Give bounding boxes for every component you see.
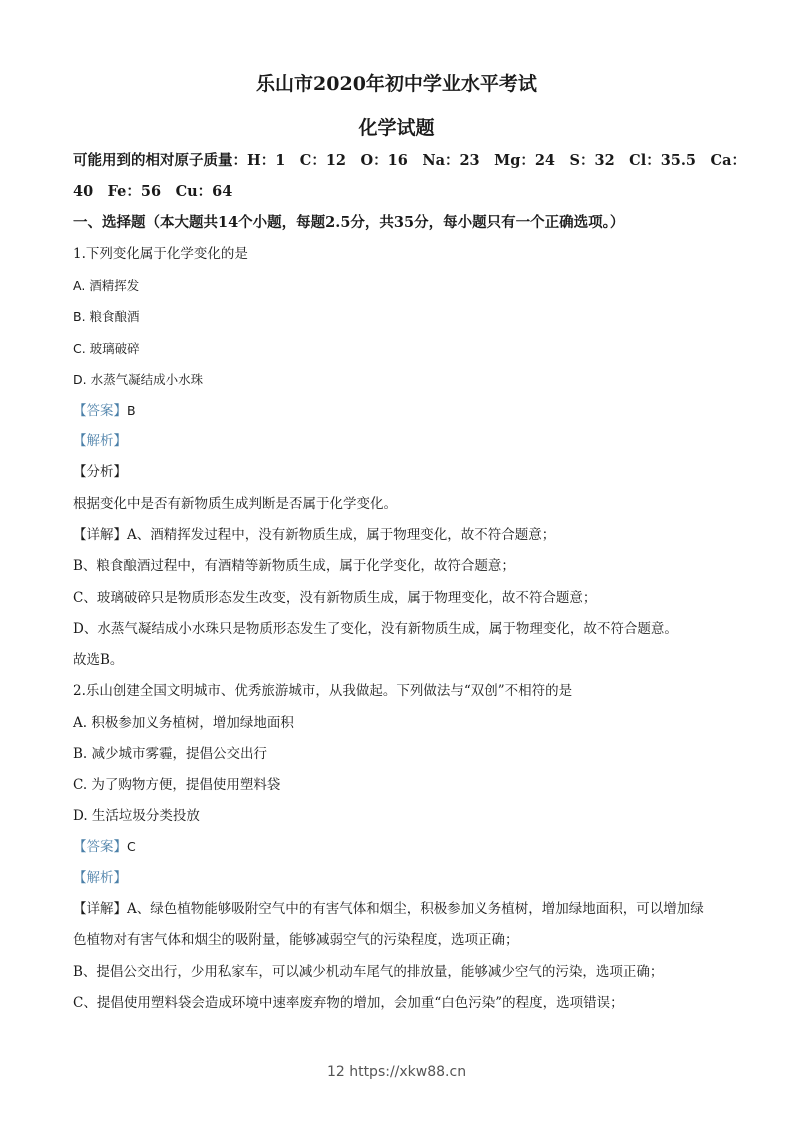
answer-value: B [127, 403, 136, 418]
question-1-option-d: D. 水蒸气凝结成小水珠 [73, 372, 204, 387]
question-1-detail-b: B、粮食酿酒过程中，有酒精等新物质生成，属于化学变化，故符合题意； [73, 558, 515, 574]
question-1-option-b: B. 粮食酿酒 [73, 309, 140, 324]
question-1-fenxi-tag: 【分析】 [73, 464, 127, 480]
question-1-fenxi: 根据变化中是否有新物质生成判断是否属于化学变化。 [73, 496, 397, 512]
question-2-option-a: A. 积极参加义务植树，增加绿地面积 [73, 715, 294, 731]
atomic-masses-line1: 可能用到的相对原子质量：H：1 C：12 O：16 Na：23 Mg：24 S：32 Cl：35.5 Ca： [73, 152, 746, 169]
question-1-conclusion: 故选B。 [73, 652, 124, 668]
page-footer: 12 https://xkw88.cn [326, 1064, 467, 1080]
detail-tag: 【详解】 [73, 901, 127, 917]
answer-value: C [127, 839, 136, 854]
question-1-stem: 1.下列变化属于化学变化的是 [73, 246, 248, 262]
question-2-stem: 2.乐山创建全国文明城市、优秀旅游城市，从我做起。下列做法与“双创”不相符的是 [73, 683, 573, 699]
atomic-masses-line2: 40 Fe：56 Cu：64 [73, 183, 233, 200]
question-2-option-c: C. 为了购物方便，提倡使用塑料袋 [73, 777, 281, 793]
exam-subtitle: 化学试题 [358, 117, 435, 139]
answer-tag: 【答案】 [73, 839, 127, 855]
question-2-detail-c: C、提倡使用塑料袋会造成环境中速率废弃物的增加，会加重“白色污染”的程度，选项错误； [73, 995, 624, 1011]
section-heading: 一、选择题（本大题共14个小题，每题2.5分，共35分，每小题只有一个正确选项。） [73, 214, 625, 231]
detail-tag: 【详解】 [73, 527, 127, 543]
question-1-option-a: A. 酒精挥发 [73, 278, 140, 293]
question-1-detail-d: D、水蒸气凝结成小水珠只是物质形态发生了变化，没有新物质生成，属于物理变化，故不符合题意。 [73, 621, 678, 637]
question-1-detail-c: C、玻璃破碎只是物质形态发生改变，没有新物质生成，属于物理变化，故不符合题意； [73, 590, 597, 606]
question-1-answer [73, 402, 136, 420]
question-1-option-c: C. 玻璃破碎 [73, 341, 140, 356]
question-2-option-d: D. 生活垃圾分类投放 [73, 808, 200, 824]
question-1-detail-a: 【详解】A、酒精挥发过程中，没有新物质生成，属于物理变化，故不符合题意； [73, 527, 556, 543]
question-2-option-b: B. 减少城市雾霾，提倡公交出行 [73, 746, 268, 762]
question-2-answer [73, 838, 136, 856]
question-1-analysis-tag: 【解析】 [73, 433, 127, 449]
answer-tag: 【答案】 [73, 403, 127, 419]
exam-title: 乐山市2020年初中学业水平考试 [256, 73, 537, 95]
question-2-detail-b: B、提倡公交出行，少用私家车，可以减少机动车尾气的排放量，能够减少空气的污染，选项正确； [73, 964, 664, 980]
question-2-detail-a2: 色植物对有害气体和烟尘的吸附量，能够减弱空气的污染程度，选项正确； [73, 932, 519, 948]
question-2-detail-a1: 【详解】A、绿色植物能够吸附空气中的有害气体和烟尘，积极参加义务植树，增加绿地面积，可以增加绿 [73, 901, 704, 917]
question-2-analysis-tag: 【解析】 [73, 870, 127, 886]
